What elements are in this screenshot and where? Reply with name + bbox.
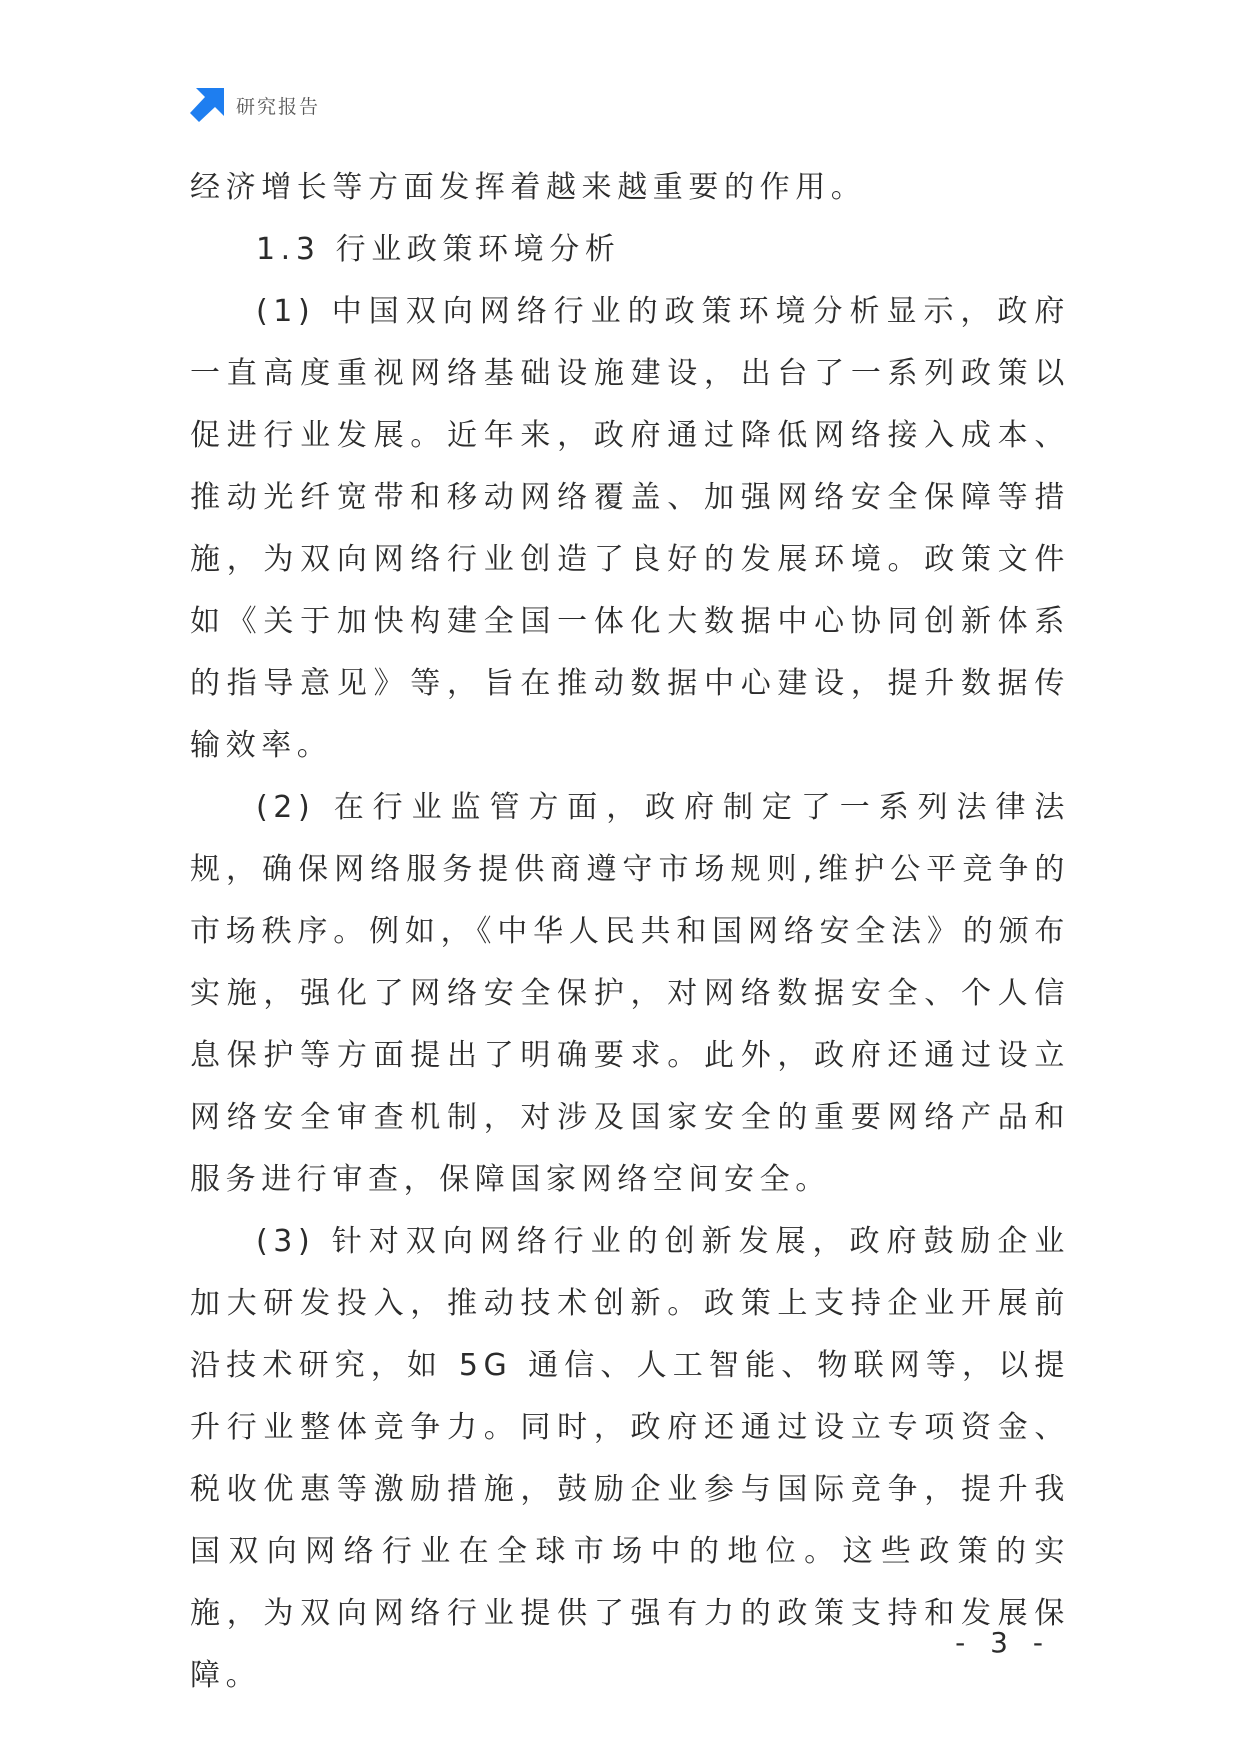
- header-title: 研究报告: [236, 95, 321, 118]
- paragraph-3: (3) 针对双向网络行业的创新发展，政府鼓励企业加大研发投入，推动技术创新。政策上支持企业开展前沿技术研究，如 5G 通信、人工智能、物联网等，以提升行业整体竞争力。同时，政府还通过设立专项资金、税收优惠等激励措施，鼓励企业参与国际竞争，提升我国双向网络行业在全球市场中的地位。这些政策的实施，为双向网络行业提供了强有力的政策支持和发展保障。: [190, 1224, 1070, 1693]
- paragraph-2: (2) 在行业监管方面，政府制定了一系列法律法规，确保网络服务提供商遵守市场规则,维护公平竞争的市场秩序。例如，《中华人民共和国网络安全法》的颁布实施，强化了网络安全保护，对网络数据安全、个人信息保护等方面提出了明确要求。此外，政府还通过设立网络安全审查机制，对涉及国家安全的重要网络产品和服务进行审查，保障国家网络空间安全。: [190, 790, 1070, 1197]
- paragraph-1: (1) 中国双向网络行业的政策环境分析显示，政府一直高度重视网络基础设施建设，出台了一系列政策以促进行业发展。近年来，政府通过降低网络接入成本、推动光纤宽带和移动网络覆盖、加强网络安全保障等措施，为双向网络行业创造了良好的发展环境。政策文件如《关于加快构建全国一体化大数据中心协同创新体系的指导意见》等，旨在推动数据中心建设，提升数据传输效率。: [190, 294, 1070, 763]
- page-header: [190, 88, 320, 122]
- paragraph-continuation: 经济增长等方面发挥着越来越重要的作用。: [190, 170, 867, 205]
- document-body: [190, 157, 1070, 1707]
- arrow-up-right-icon: [190, 88, 224, 122]
- page-number: - 3 -: [955, 1626, 1051, 1659]
- section-heading: 1.3 行业政策环境分析: [256, 232, 621, 267]
